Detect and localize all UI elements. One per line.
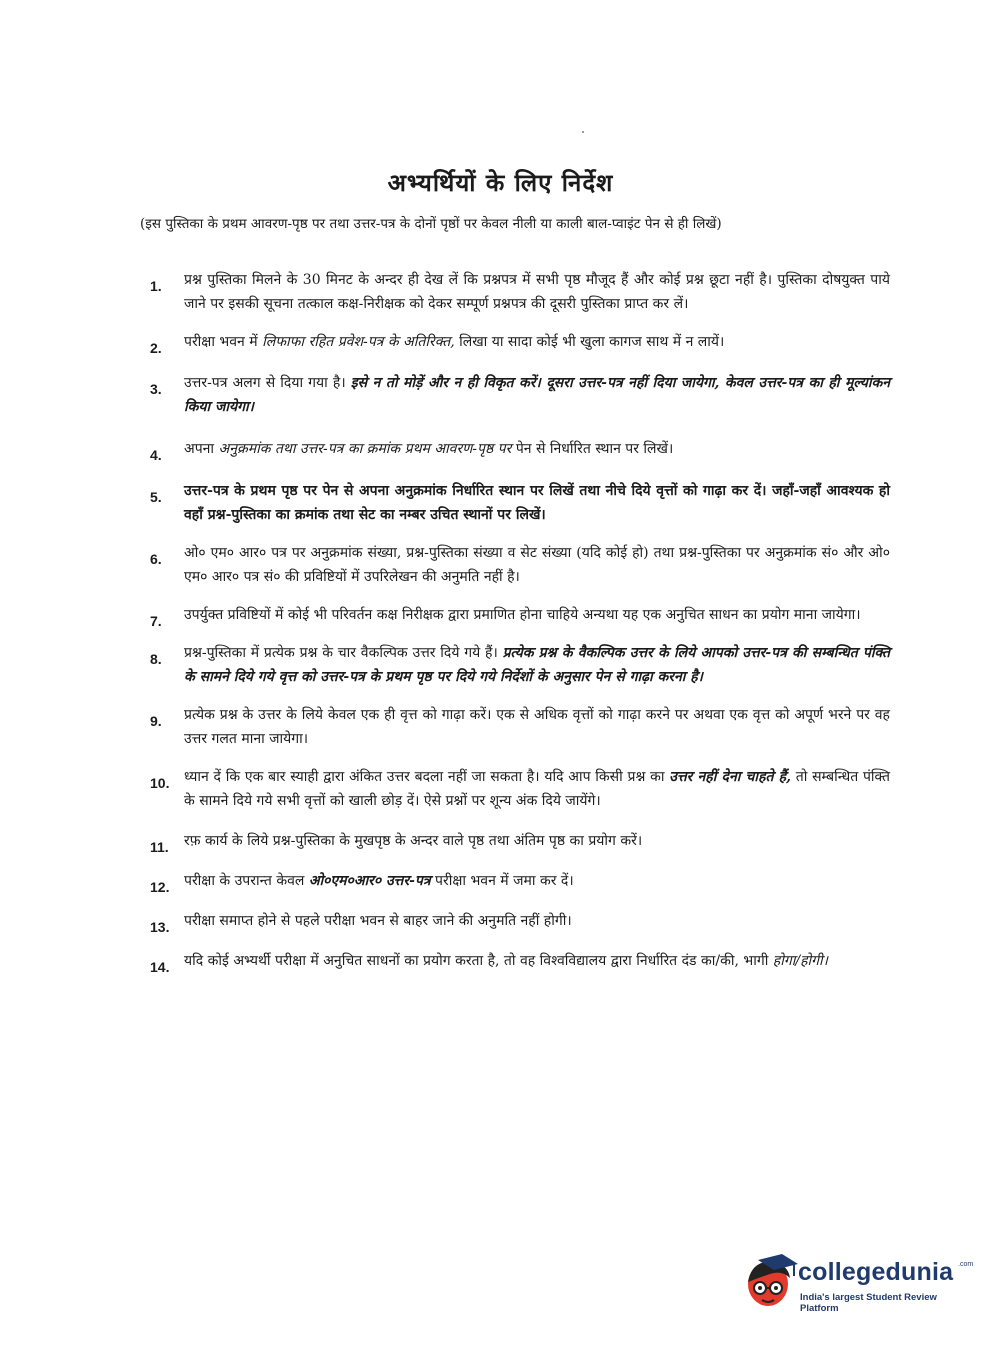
item-number: 14. — [150, 959, 170, 975]
item-number: 10. — [150, 775, 170, 791]
italic-text-run: होगा/होगी। — [772, 953, 828, 969]
instruction-item — [150, 541, 890, 589]
item-text: उपर्युक्त प्रविष्टियों में कोई भी परिवर्तन कक्ष निरीक्षक द्वारा प्रमाणित होना चाहिये अन्यथा यह एक अनुचित साधन का प्रयोग माना जायेगा। — [184, 607, 861, 623]
text-run: परीक्षा के उपरान्त केवल — [184, 873, 309, 889]
brand-name: collegedunia — [798, 1258, 954, 1286]
item-text: परीक्षा समाप्त होने से पहले परीक्षा भवन से बाहर जाने की अनुमति नहीं होगी। — [184, 913, 572, 929]
instruction-item — [150, 641, 890, 689]
instruction-item — [150, 829, 890, 853]
italic-text-run: अनुक्रमांक तथा उत्तर-पत्र का क्रमांक प्रथम आवरण-पृष्ठ पर — [218, 441, 512, 457]
item-number: 5. — [150, 489, 162, 505]
item-text — [184, 437, 890, 461]
item-text — [184, 371, 890, 419]
page-title: अभ्यर्थियों के लिए निर्देश — [387, 168, 614, 197]
item-text: प्रत्येक प्रश्न के उत्तर के लिये केवल एक ही वृत्त को गाढ़ा करें। एक से अधिक वृत्तों को गाढ़ा करने पर अथवा एक वृत्त को अपूर्ण भरने पर वह उत्तर गलत माना जायेगा। — [184, 707, 890, 747]
item-text — [184, 330, 890, 354]
text-run: परीक्षा भवन में — [184, 334, 263, 350]
bold-italic-text-run: ओ०एम०आर० उत्तर-पत्र — [308, 873, 431, 889]
italic-text-run: लिफाफा रहित प्रवेश-पत्र के अतिरिक्त, — [262, 334, 455, 350]
bold-italic-text-run: इसे न तो मोड़ें और न ही विकृत करें। दूसरा उत्तर-पत्र नहीं दिया जायेगा, केवल उत्तर-पत्र का ही मूल्यांकन किया जायेगा। — [184, 375, 890, 415]
instruction-item — [150, 703, 890, 751]
instruction-item — [150, 268, 890, 316]
text-run: परीक्षा भवन में जमा कर दें। — [430, 873, 574, 889]
item-number: 6. — [150, 551, 162, 567]
instruction-item — [150, 765, 890, 813]
instruction-item — [150, 437, 890, 461]
instruction-item — [150, 479, 890, 527]
collegedunia-watermark — [742, 1252, 972, 1314]
item-number: 8. — [150, 651, 162, 667]
item-number: 11. — [150, 839, 169, 855]
text-run: लिखा या सादा कोई भी खुला कागज साथ में न लायें। — [454, 334, 725, 350]
instruction-item — [150, 330, 890, 354]
instruction-list — [150, 268, 890, 973]
item-number: 1. — [150, 278, 162, 294]
brand-tagline: India's largest Student Review Platform — [800, 1292, 937, 1314]
item-number: 3. — [150, 381, 162, 397]
bold-italic-text-run: प्रत्येक प्रश्न के वैकल्पिक उत्तर के लिये आपको उत्तर-पत्र की सम्बन्धित पंक्ति के सामने दिये गये वृत्त को उत्तर-पत्र के प्रथम पृष्ठ पर दिये गये निर्देशों के अनुसार पेन से गाढ़ा करना है। — [184, 645, 890, 685]
item-number: 12. — [150, 879, 170, 895]
item-number: 4. — [150, 447, 162, 463]
item-text — [184, 949, 890, 973]
item-number: 2. — [150, 340, 162, 356]
instruction-item — [150, 949, 890, 973]
item-text — [184, 641, 890, 689]
text-run: ध्यान दें कि एक बार स्याही द्वारा अंकित उत्तर बदला नहीं जा सकता है। यदि आप किसी प्रश्न का — [184, 769, 670, 785]
item-number: 7. — [150, 613, 162, 629]
item-number: 13. — [150, 919, 170, 935]
item-text: प्रश्न पुस्तिका मिलने के 30 मिनट के अन्दर ही देख लें कि प्रश्नपत्र में सभी पृष्ठ मौजूद हैं और कोई प्रश्न छूटा नहीं है। पुस्तिका दोषयुक्त पाये जाने पर इसकी सूचना तत्काल कक्ष-निरीक्षक को देकर सम्पूर्ण प्रश्नपत्र की दूसरी पुस्तिका प्राप्त कर लें। — [184, 272, 890, 312]
instruction-item — [150, 371, 890, 419]
item-text: ओ० एम० आर० पत्र पर अनुक्रमांक संख्या, प्रश्न-पुस्तिका संख्या व सेट संख्या (यदि कोई हो) तथा प्रश्न-पुस्तिका पर अनुक्रमांक सं० और ओ० एम० आर० पत्र सं० की प्रविष्टियों में उपरिलेखन की अनुमति नहीं है। — [184, 545, 890, 585]
item-text — [184, 765, 890, 813]
item-text — [184, 869, 890, 893]
bold-italic-text-run: उत्तर नहीं देना चाहते हैं, — [669, 769, 791, 785]
instruction-item — [150, 909, 890, 933]
text-run: यदि कोई अभ्यर्थी परीक्षा में अनुचित साधनों का प्रयोग करता है, तो वह विश्वविद्यालय द्वारा निर्धारित दंड का/की, भागी — [184, 953, 773, 969]
instruction-item — [150, 869, 890, 893]
text-run: उत्तर-पत्र अलग से दिया गया है। — [184, 375, 351, 391]
text-run: प्रश्न-पुस्तिका में प्रत्येक प्रश्न के चार वैकल्पिक उत्तर दिये गये हैं। — [184, 645, 503, 661]
text-run: तो सम्बन्धित पंक्ति के सामने दिये गये सभी वृत्तों को खाली छोड़ दें। ऐसे प्रश्नों पर शून्य अंक दिये जायेंगे। — [184, 769, 891, 809]
item-number: 9. — [150, 713, 162, 729]
scan-speck — [582, 131, 584, 133]
text-run: अपना — [184, 441, 219, 457]
page-subtitle: (इस पुस्तिका के प्रथम आवरण-पृष्ठ पर तथा उत्तर-पत्र के दोनों पृष्ठों पर केवल नीली या काली बाल-प्वाइंट पेन से ही लिखें) — [140, 216, 722, 232]
item-text: रफ़ कार्य के लिये प्रश्न-पुस्तिका के मुखपृष्ठ के अन्दर वाले पृष्ठ तथा अंतिम पृष्ठ का प्रयोग करें। — [184, 833, 643, 849]
text-run: पेन से निर्धारित स्थान पर लिखें। — [511, 441, 674, 457]
instruction-item — [150, 603, 890, 627]
brand-suffix: .com — [958, 1261, 974, 1268]
mascot-logo-icon — [742, 1252, 798, 1312]
item-text: उत्तर-पत्र के प्रथम पृष्ठ पर पेन से अपना अनुक्रमांक निर्धारित स्थान पर लिखें तथा नीचे दिये वृत्तों को गाढ़ा कर दें। जहाँ-जहाँ आवश्यक हो वहाँ प्रश्न-पुस्तिका का क्रमांक तथा सेट का नम्बर उचित स्थानों पर लिखें। — [184, 483, 890, 523]
